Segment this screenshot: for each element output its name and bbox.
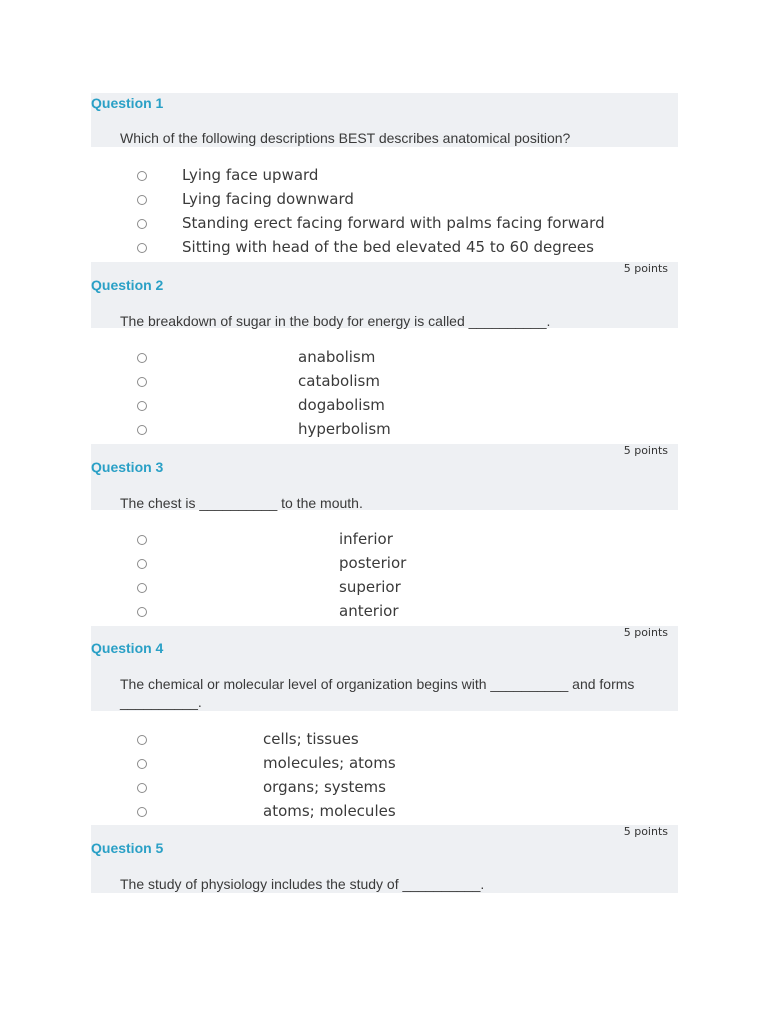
radio-button[interactable]	[137, 425, 147, 435]
answer-option[interactable]	[137, 347, 657, 371]
radio-button[interactable]	[137, 243, 147, 253]
question-title: Question 2	[91, 277, 164, 293]
radio-button[interactable]	[137, 583, 147, 593]
option-label: inferior	[339, 530, 393, 548]
question-3	[91, 444, 678, 624]
option-label: Sitting with head of the bed elevated 45 to 60 degrees	[182, 238, 594, 256]
points-label: 5 points	[623, 262, 668, 275]
option-label: atoms; molecules	[263, 802, 396, 820]
radio-button[interactable]	[137, 401, 147, 411]
answer-option[interactable]	[137, 395, 657, 419]
option-label: dogabolism	[298, 396, 385, 414]
answer-option[interactable]	[137, 529, 657, 553]
answer-option[interactable]	[137, 419, 657, 443]
option-label: superior	[339, 578, 401, 596]
option-label: molecules; atoms	[263, 754, 396, 772]
answer-option[interactable]	[137, 371, 657, 395]
question-text: The breakdown of sugar in the body for energy is called __________.	[120, 313, 551, 329]
question-title: Question 5	[91, 840, 164, 856]
radio-button[interactable]	[137, 171, 147, 181]
question-text: The chemical or molecular level of organization begins with __________ and forms __________.	[120, 676, 635, 710]
question-title: Question 3	[91, 459, 164, 475]
answer-option[interactable]	[137, 165, 657, 189]
option-label: hyperbolism	[298, 420, 391, 438]
radio-button[interactable]	[137, 807, 147, 817]
option-label: Standing erect facing forward with palms facing forward	[182, 214, 605, 232]
answer-option[interactable]	[137, 189, 657, 213]
answer-option[interactable]	[137, 553, 657, 577]
answer-option[interactable]	[137, 213, 657, 237]
question-2	[91, 262, 678, 442]
option-label: catabolism	[298, 372, 380, 390]
option-label: Lying face upward	[182, 166, 319, 184]
question-title: Question 1	[91, 95, 164, 111]
radio-button[interactable]	[137, 559, 147, 569]
option-label: anabolism	[298, 348, 376, 366]
option-label: Lying facing downward	[182, 190, 354, 208]
radio-button[interactable]	[137, 607, 147, 617]
answer-option[interactable]	[137, 601, 657, 625]
answer-option[interactable]	[137, 577, 657, 601]
points-label: 5 points	[623, 825, 668, 838]
radio-button[interactable]	[137, 535, 147, 545]
question-text: The study of physiology includes the study of __________.	[120, 876, 485, 892]
option-label: cells; tissues	[263, 730, 359, 748]
radio-button[interactable]	[137, 783, 147, 793]
radio-button[interactable]	[137, 759, 147, 769]
answer-option[interactable]	[137, 801, 657, 825]
points-label: 5 points	[623, 444, 668, 457]
question-title: Question 4	[91, 640, 164, 656]
radio-button[interactable]	[137, 195, 147, 205]
option-label: anterior	[339, 602, 399, 620]
radio-button[interactable]	[137, 735, 147, 745]
radio-button[interactable]	[137, 353, 147, 363]
question-text: The chest is __________ to the mouth.	[120, 495, 363, 511]
question-text: Which of the following descriptions BEST describes anatomical position?	[120, 130, 571, 146]
option-label: posterior	[339, 554, 407, 572]
question-5	[91, 825, 678, 895]
answer-option[interactable]	[137, 753, 657, 777]
answer-option[interactable]	[137, 777, 657, 801]
answer-option[interactable]	[137, 729, 657, 753]
radio-button[interactable]	[137, 377, 147, 387]
question-4	[91, 626, 678, 824]
answer-option[interactable]	[137, 237, 657, 261]
option-label: organs; systems	[263, 778, 386, 796]
points-label: 5 points	[623, 626, 668, 639]
radio-button[interactable]	[137, 219, 147, 229]
question-1	[91, 93, 678, 263]
